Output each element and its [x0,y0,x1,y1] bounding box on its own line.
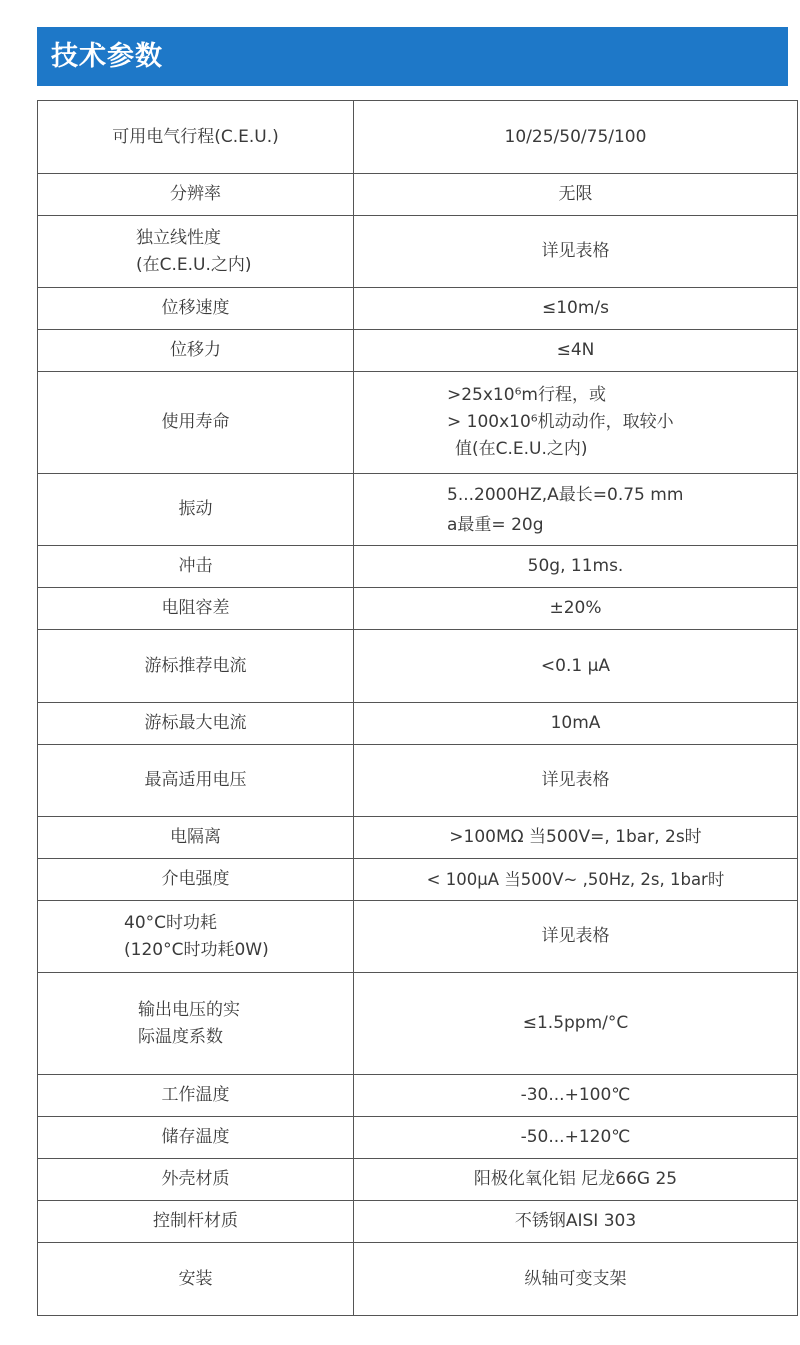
row-label-line: 电隔离 [170,827,221,847]
table-row [38,174,798,216]
row-label-line: 输出电压的实 [138,999,240,1020]
table-row [38,1117,798,1159]
row-value-line: 无限 [558,184,593,204]
row-value [354,372,798,474]
row-label-line: 振动 [178,499,213,519]
row-value-line: 阳极化氧化铝 尼龙66G 25 [473,1169,678,1189]
row-value [354,973,798,1075]
table-row [38,630,798,703]
row-label [38,330,354,372]
section-title: 技术参数 [51,41,163,72]
row-value [354,288,798,330]
row-value [354,1117,798,1159]
spec-table [37,100,798,1316]
row-label-line: 冲击 [178,556,213,576]
row-value-line: >100MΩ 当500V=, 1bar, 2s时 [449,827,702,847]
row-label-line: (120°C时功耗0W) [124,939,269,960]
row-label [38,1075,354,1117]
row-label-line: 电阻容差 [161,598,230,618]
row-label [38,372,354,474]
row-label-line: 控制杆材质 [153,1211,238,1231]
row-value [354,1201,798,1243]
table-row [38,1075,798,1117]
row-value [354,630,798,703]
row-label [38,288,354,330]
row-value-line: 详见表格 [541,926,610,946]
row-value [354,474,798,546]
table-row [38,1243,798,1316]
row-value [354,216,798,288]
row-label [38,1117,354,1159]
row-label-line: 分辨率 [170,184,221,204]
table-row [38,1159,798,1201]
row-value-line: > 100x10⁶机动动作，取较小 [447,412,674,432]
row-value-line: 10/25/50/75/100 [504,126,647,147]
row-value-line: 50g, 11ms. [527,556,624,576]
row-label [38,1243,354,1316]
row-label-line: 40°C时功耗 [124,912,218,933]
row-value-line: 详见表格 [541,770,610,790]
row-value-line: -50...+120℃ [520,1127,631,1147]
row-value-line: 值(在C.E.U.之内) [455,439,588,459]
row-value [354,1075,798,1117]
row-label-line: (在C.E.U.之内) [136,254,252,275]
row-label-line: 位移力 [170,340,221,360]
row-value [354,745,798,817]
row-label-line: 位移速度 [161,298,230,318]
row-label-line: 安装 [178,1268,213,1289]
table-row [38,288,798,330]
table-row [38,474,798,546]
row-label [38,216,354,288]
table-row [38,216,798,288]
table-row [38,372,798,474]
row-value-line: ±20% [549,598,602,618]
table-row [38,817,798,859]
row-value-line: >25x10⁶m行程，或 [447,385,606,405]
row-value-line: 10mA [550,713,601,733]
row-value-line: <0.1 μA [540,655,611,676]
spec-table-body [38,101,798,1316]
table-row [38,901,798,973]
row-label-line: 使用寿命 [161,412,230,432]
row-value-line: ≤1.5ppm/°C [522,1013,629,1033]
row-value-line: a最重= 20g [447,514,544,535]
row-value [354,1159,798,1201]
row-value-line: ≤10m/s [541,298,610,318]
row-label [38,1159,354,1201]
row-label-line: 可用电气行程(C.E.U.) [112,126,279,147]
row-label [38,901,354,973]
table-row [38,859,798,901]
row-label [38,703,354,745]
row-value-line: ≤4N [556,340,595,360]
row-label [38,474,354,546]
row-value [354,546,798,588]
row-value [354,1243,798,1316]
row-value-line: 纵轴可变支架 [524,1268,627,1289]
row-label [38,546,354,588]
row-value [354,588,798,630]
table-row [38,330,798,372]
table-row [38,973,798,1075]
row-value-line: < 100μA 当500V~ ,50Hz, 2s, 1bar时 [426,870,725,889]
row-label-line: 际温度系数 [138,1026,223,1047]
row-label [38,630,354,703]
row-label [38,174,354,216]
row-label-line: 工作温度 [161,1085,230,1105]
row-label [38,1201,354,1243]
row-value-line: 5...2000HZ,A最长=0.75 mm [447,484,684,505]
row-value-line: 详见表格 [541,241,610,261]
row-label-line: 游标最大电流 [144,713,247,733]
table-row [38,1201,798,1243]
row-value-line: -30...+100℃ [520,1085,631,1105]
row-label-line: 外壳材质 [161,1169,230,1189]
row-label [38,745,354,817]
table-row [38,588,798,630]
row-value [354,859,798,901]
row-label-line: 游标推荐电流 [144,655,247,676]
row-value [354,703,798,745]
row-label-line: 独立线性度 [136,227,221,248]
row-value [354,330,798,372]
table-row [38,546,798,588]
row-label-line: 介电强度 [161,869,230,889]
table-row [38,703,798,745]
table-row [38,101,798,174]
row-value [354,901,798,973]
row-label [38,859,354,901]
row-value [354,174,798,216]
row-label-line: 最高适用电压 [144,770,247,790]
row-label [38,817,354,859]
row-label-line: 储存温度 [161,1127,230,1147]
section-header [37,27,788,86]
row-value-line: 不锈钢AISI 303 [514,1211,637,1231]
row-label [38,973,354,1075]
row-label [38,101,354,174]
row-value [354,817,798,859]
row-label [38,588,354,630]
row-value [354,101,798,174]
table-row [38,745,798,817]
